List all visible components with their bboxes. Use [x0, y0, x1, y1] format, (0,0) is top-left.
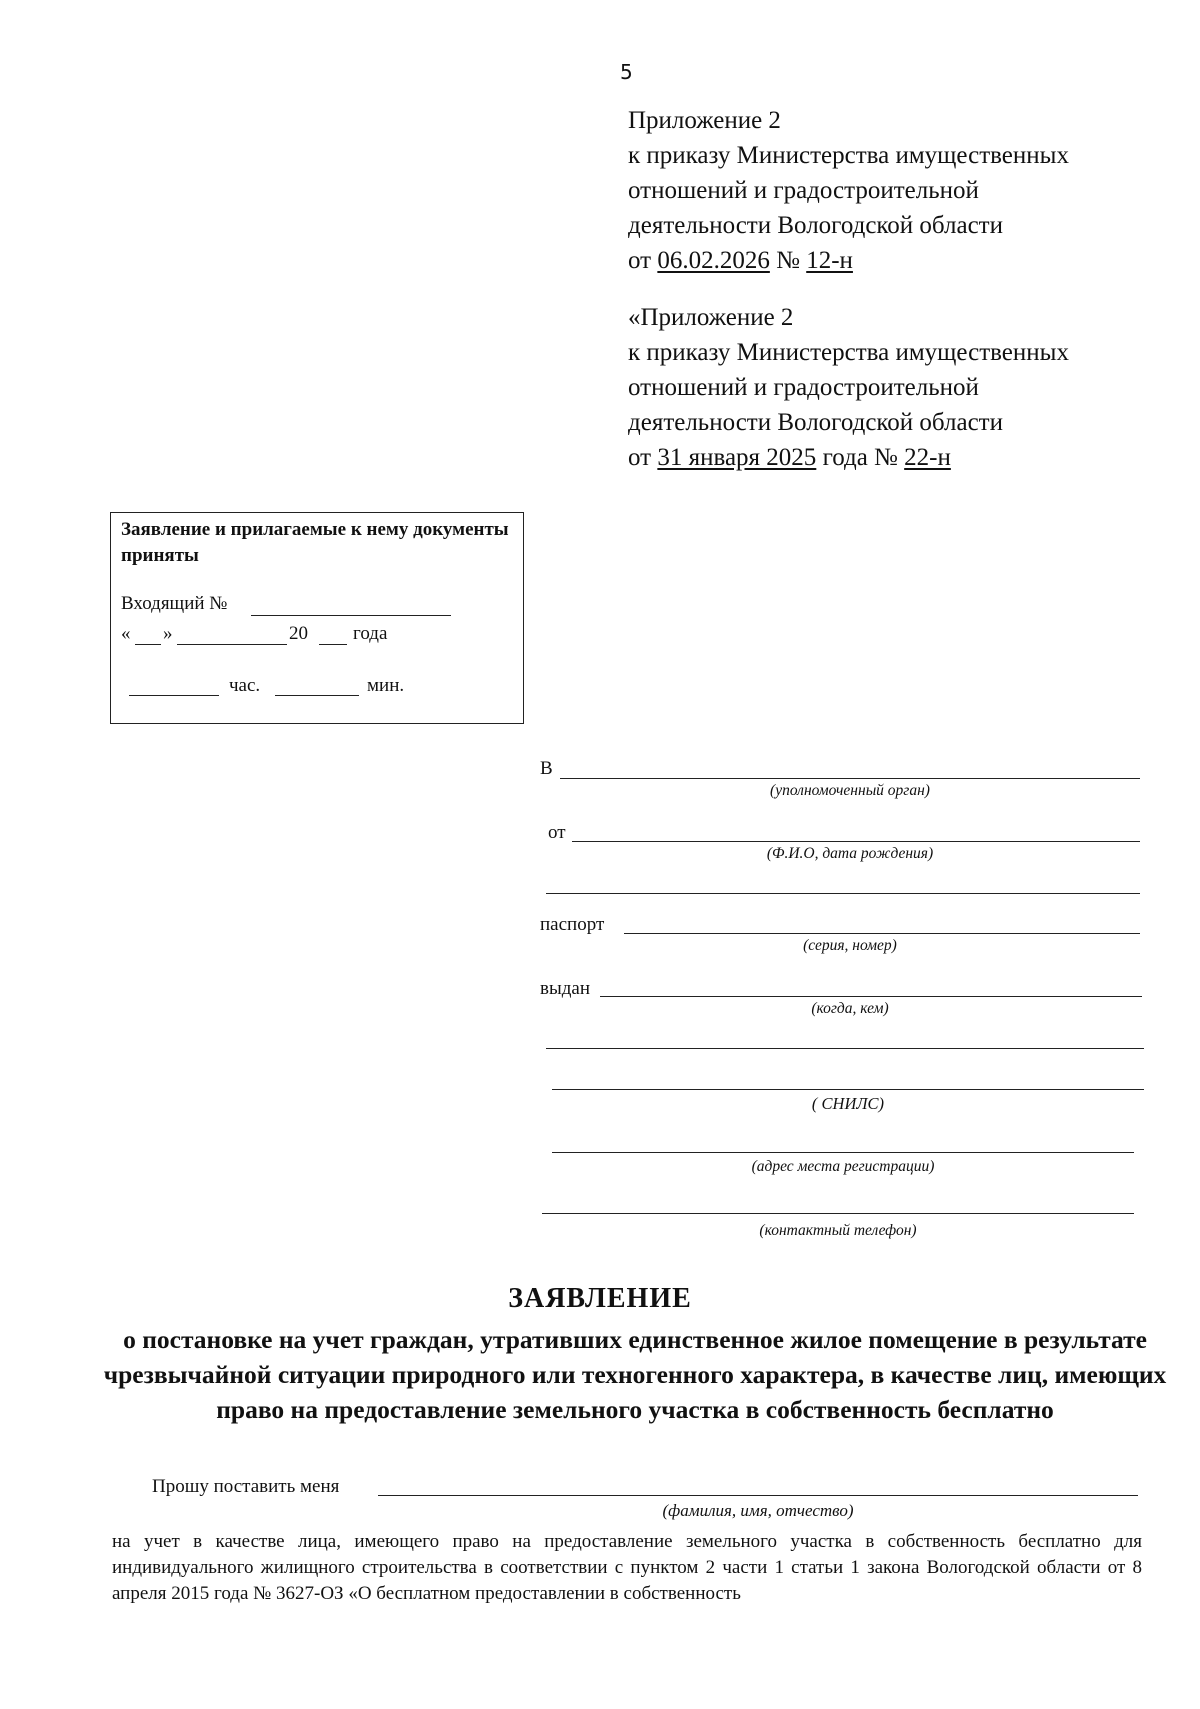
registration-title: Заявление и прилагаемые к нему документы приняты — [121, 519, 509, 566]
appendix-line: отношений и градостроительной — [628, 177, 979, 204]
issued-label: выдан — [540, 978, 591, 999]
applicant-extra-line[interactable] — [546, 893, 1140, 894]
incoming-number-line[interactable] — [251, 615, 451, 616]
issued-hint: (когда, кем) — [811, 1000, 889, 1017]
applicant-name-line[interactable] — [572, 841, 1140, 842]
registration-box — [110, 512, 524, 724]
applicant-name-hint: (Ф.И.О, дата рождения) — [766, 845, 934, 862]
hours-label: час. — [229, 675, 261, 696]
appendix-line: к приказу Министерства имущественных — [628, 142, 1069, 169]
month-line[interactable] — [177, 644, 287, 645]
appendix-title: «Приложение 2 — [628, 304, 794, 331]
snils-hint: ( СНИЛС) — [811, 1094, 885, 1113]
phone-line[interactable] — [542, 1213, 1134, 1214]
phone-hint: (контактный телефон) — [759, 1222, 917, 1239]
appendix-line: деятельности Вологодской области — [628, 212, 1003, 239]
year-word: года № — [822, 444, 898, 471]
authority-hint: (уполномоченный орган) — [770, 782, 930, 799]
request-label: Прошу поставить меня — [152, 1476, 340, 1497]
appendix-title: Приложение 2 — [628, 107, 781, 134]
appendix-line: отношений и градостроительной — [628, 374, 979, 401]
minutes-line[interactable] — [275, 695, 359, 696]
request-hint: (фамилия, имя, отчество) — [662, 1501, 854, 1520]
appendix-quoted — [628, 300, 1069, 475]
incoming-label: Входящий № — [121, 593, 228, 614]
passport-line[interactable] — [624, 933, 1140, 934]
number-sign: № — [776, 247, 800, 274]
from-prefix: от — [628, 247, 652, 274]
year-prefix: 20 — [289, 623, 308, 644]
from-label: от — [548, 822, 566, 843]
appendix-line: к приказу Министерства имущественных — [628, 339, 1069, 366]
quote-close: » — [163, 623, 173, 644]
to-label: В — [540, 758, 553, 779]
request-name-line[interactable] — [378, 1495, 1138, 1496]
passport-label: паспорт — [540, 914, 605, 935]
statement-body: на учет в качестве лица, имеющего право на предоставление земельного участка в собственность бесплатно для индивидуального жилищного строительства в соответствии с пунктом 2 части 1 статьи 1 закона Вологодской области от 8 апреля 2015 года № 3627-ОЗ «О бесплатном предоставлении в собственность — [112, 1531, 1142, 1604]
address-line[interactable] — [552, 1152, 1134, 1153]
from-prefix: от — [628, 444, 652, 471]
issued-line[interactable] — [600, 996, 1142, 997]
order-number: 12-н — [806, 247, 853, 274]
appendix-header — [628, 103, 1069, 278]
page-number: 5 — [620, 60, 633, 84]
year-line[interactable] — [319, 644, 347, 645]
authority-line[interactable] — [560, 778, 1140, 779]
appendix-date-line — [628, 440, 1069, 475]
order-number: 22-н — [904, 444, 951, 471]
minutes-label: мин. — [367, 675, 405, 696]
order-date: 06.02.2026 — [657, 247, 770, 274]
quote-open: « — [121, 623, 131, 644]
statement-subtitle: о постановке на учет граждан, утративших единственное жилое помещение в результате чрезвычайной ситуации природного или техногенного характера, в качестве лиц, имеющих право на предоставление земельного участка в собственность бесплатно — [103, 1325, 1167, 1424]
appendix-line: деятельности Вологодской области — [628, 409, 1003, 436]
snils-line[interactable] — [552, 1089, 1144, 1090]
address-hint: (адрес места регистрации) — [751, 1158, 935, 1175]
day-line[interactable] — [135, 644, 161, 645]
hours-line[interactable] — [129, 695, 219, 696]
passport-hint: (серия, номер) — [803, 937, 897, 954]
order-date: 31 января 2025 — [657, 444, 817, 471]
year-suffix: года — [353, 623, 388, 644]
issued-extra-line[interactable] — [546, 1048, 1144, 1049]
statement-title: ЗАЯВЛЕНИЕ — [508, 1283, 692, 1314]
appendix-date-line — [628, 243, 1069, 278]
